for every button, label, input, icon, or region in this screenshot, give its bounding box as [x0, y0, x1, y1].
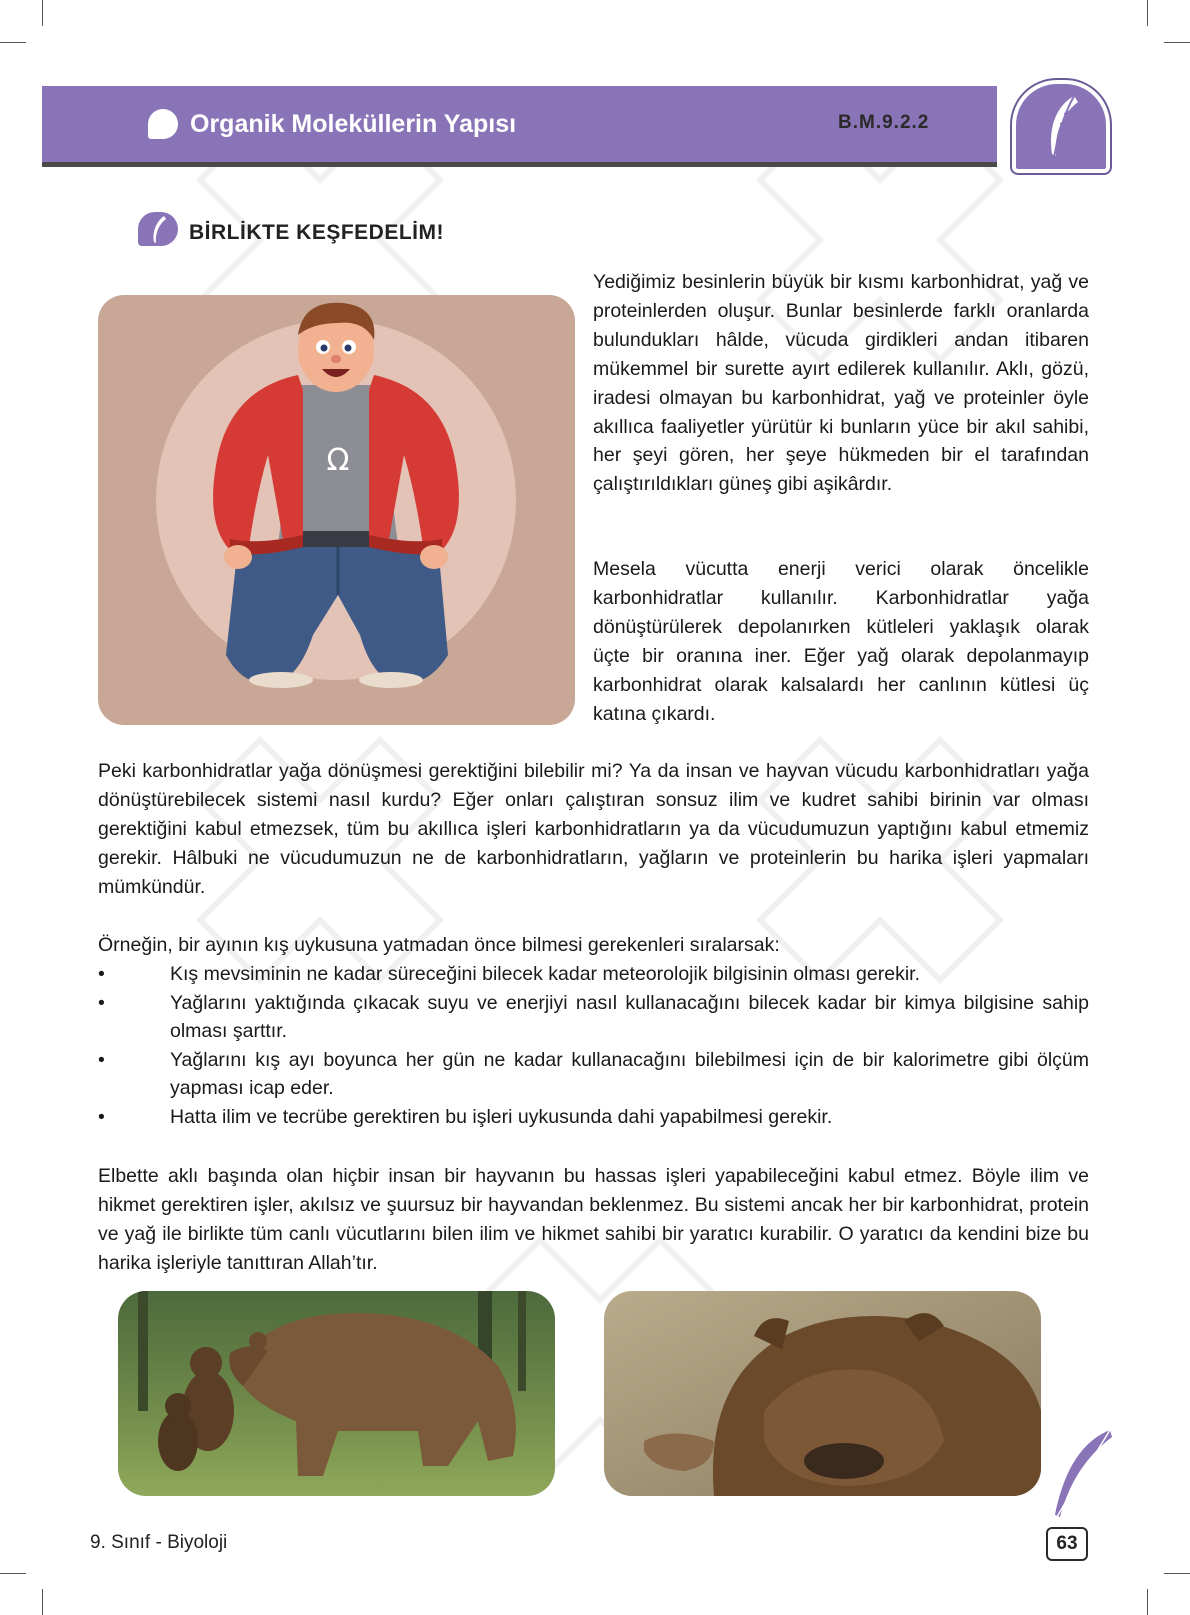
- curriculum-code: B.M.9.2.2: [838, 112, 930, 133]
- list-item: • Yağlarını yaktığında çıkacak suyu ve enerjiyi nasıl kullanacağını bilecek kadar bir kimya bilgisine sahip olması şarttır.: [98, 989, 1089, 1046]
- bullet-marker: •: [98, 1105, 105, 1128]
- book-title: 9. Sınıf - Biyoloji: [90, 1532, 228, 1553]
- page-title: Organik Moleküllerin Yapısı: [190, 110, 517, 138]
- bullet-list: [98, 960, 1089, 1131]
- paragraph-1: Yediğimiz besinlerin büyük bir kısmı karbonhidrat, yağ ve proteinlerden oluşur. Bunlar besinlerde farklı oranlarda bulundukları hâlde, vücuda girdikleri andan itibaren mükemmel bir surette ayırt edilerek kullanılır. Aklı, gözü, iradesi olmayan bu karbonhidrat, yağ ve proteinler öyle akıllıca faaliyetler yürütür ki bunların yüce bir akıl sahibi, her şeyi gören, her şeye hükmeden bir el tarafından çalıştırıldıkları güneş gibi aşikârdır.: [593, 271, 1089, 496]
- shirt-print: Ω: [326, 443, 350, 478]
- feather-badge: [1012, 80, 1110, 173]
- list-item: • Yağlarını kış ayı boyunca her gün ne kadar kullanacağını bilebilmesi için de bir kalorimetre gibi ölçüm yapması icap eder.: [98, 1046, 1089, 1103]
- bullet-marker: •: [98, 963, 105, 985]
- bullet-marker: •: [98, 991, 105, 1014]
- paragraph-2: Mesela vücutta enerji verici olarak öncelikle karbonhidratlar kullanılır. Karbonhidratlar yağa dönüştürülerek depolanırken kütleleri yaklaşık olarak üçte bir oranına iner. Eğer yağ olarak depolanmayıp karbonhidrat olarak kalsalardı her canlının kütlesi üç katına çıkardı.: [593, 558, 1089, 725]
- paragraph-3: Peki karbonhidratlar yağa dönüşmesi gerektiğini bilebilir mi? Ya da insan ve hayvan vücudu karbonhidratları yağa dönüştürebilecek sistemi nasıl kurdu? Eğer onları çalıştıran sonsuz ilim ve kudret sahibi birinin var olması gerektiğini kabul etmezsek, tüm bu akıllıca işleri karbonhidratların ya da vücudumuzun yaptığını kabul etmemiz gerekir. Hâlbuki ne vücudumuzun ne de karbonhidratların, yağların ve proteinlerin bu harika işleri yapmaları mümkündür.: [98, 760, 1089, 898]
- header-shadow: [42, 162, 997, 167]
- quill-icon: [1040, 1425, 1120, 1535]
- list-item: • Hatta ilim ve tecrübe gerektiren bu işleri uykusunda dahi yapabilmesi gerekir.: [98, 1103, 1089, 1132]
- section-feather-icon: [138, 212, 178, 246]
- paragraph-5: Elbette aklı başında olan hiçbir insan bir hayvanın bu hassas işleri yapabileceğini kabul etmez. Böyle ilim ve hikmet gerektiren işler, akılsız ve şuursuz bir hayvandan beklenmez. Bu sistemi ancak her bir karbonhidrat, protein ve yağ ile birlikte tüm canlı vücutlarını bilen ilim ve hikmet sahibi bir yaratıcı kurabilir. O yaratıcı da kendini bize bu harika işleriyle tanıttıran Allah’tır.: [98, 1165, 1089, 1274]
- section-title: BİRLİKTE KEŞFEDELİM!: [189, 221, 444, 244]
- page-number: 63: [1046, 1527, 1088, 1561]
- speech-bubble-icon: [148, 109, 178, 139]
- feather-icon: [1016, 84, 1106, 169]
- bullet-marker: •: [98, 1048, 105, 1071]
- sleeping-bear-photo: [604, 1291, 1041, 1496]
- bear-with-cubs-photo: [118, 1291, 555, 1496]
- list-item: • Kış mevsiminin ne kadar süreceğini bilecek kadar meteorolojik bilgisinin olması gerekir.: [98, 960, 1089, 989]
- paragraph-4: Örneğin, bir ayının kış uykusuna yatmadan önce bilmesi gerekenleri sıralarsak:: [98, 934, 780, 956]
- cartoon-man-illustration: [98, 295, 575, 725]
